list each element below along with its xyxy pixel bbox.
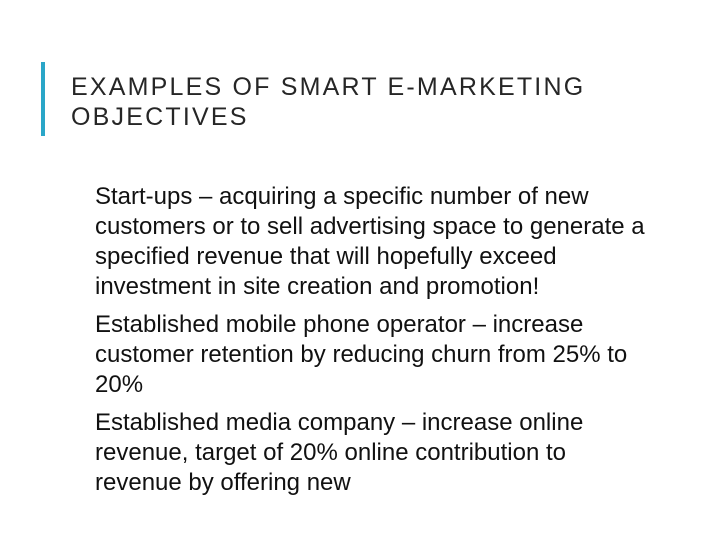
slide-title: EXAMPLES OF SMART E-MARKETING OBJECTIVES <box>71 73 586 131</box>
bullet-item-mobile-operator: Established mobile phone operator – increase customer retention by reducing churn from 25% to 20% <box>95 311 628 398</box>
title-accent-bar <box>41 62 45 136</box>
bullet-list <box>95 182 655 506</box>
bullet-item-startups: Start-ups – acquiring a specific number of new customers or to sell advertising space to generate a specified revenue that will hopefully exceed investment in site creation and promotion! <box>95 183 645 300</box>
bullet-item-media-company: Established media company – increase online revenue, target of 20% online contribution to revenue by offering new <box>95 409 584 496</box>
